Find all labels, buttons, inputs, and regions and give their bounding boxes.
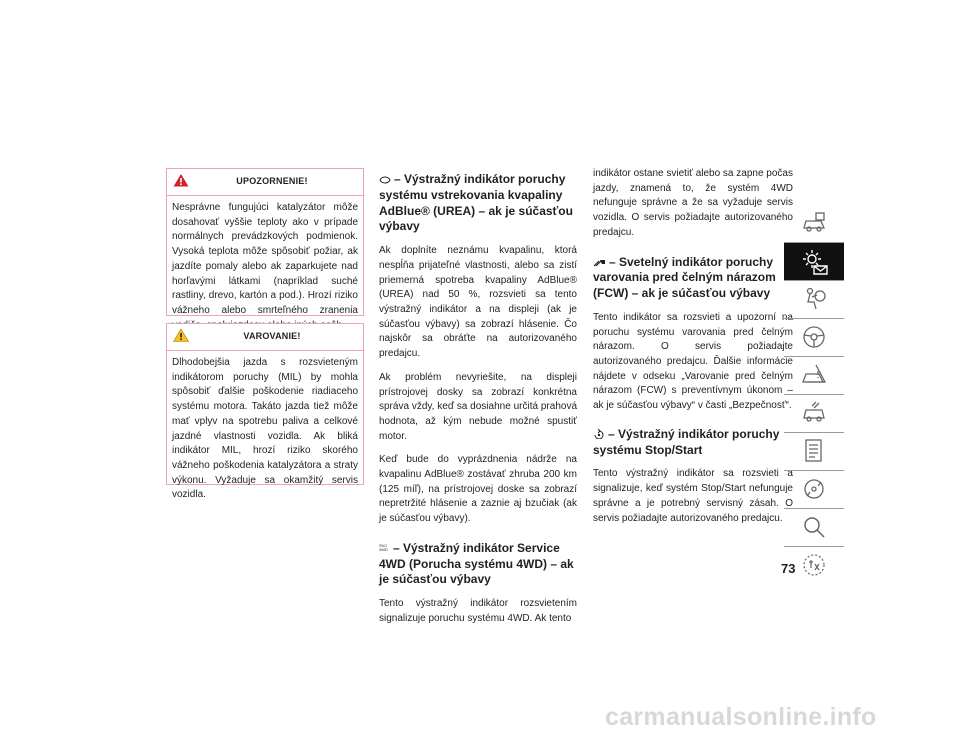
- car-info-icon: [801, 210, 827, 236]
- warning-box-title: VAROVANIE!: [243, 331, 301, 341]
- search-index-icon: [801, 514, 827, 540]
- tab-car-info[interactable]: [784, 205, 844, 243]
- tab-dashboard-warnings[interactable]: [784, 243, 844, 281]
- dashboard-warning-icon: [801, 248, 829, 276]
- emergency-car-icon: [801, 362, 827, 388]
- tab-driving[interactable]: [784, 319, 844, 357]
- caution-box-title: UPOZORNENIE!: [236, 176, 308, 186]
- urea-indicator-icon: [379, 176, 391, 184]
- svc-4wd-paragraph-1: Tento výstražný indikátor rozsvietením signalizuje poruchu systému 4WD. Ak tento: [379, 598, 577, 624]
- svc-4wd-indicator-icon: SVC 4WD: [379, 542, 388, 552]
- steering-wheel-icon: [801, 324, 827, 350]
- stop-start-heading: [593, 427, 793, 459]
- language-icon: [801, 552, 827, 578]
- tab-maintenance[interactable]: [784, 433, 844, 471]
- tab-safety[interactable]: [784, 281, 844, 319]
- urea-paragraph-3: Keď bude do vyprázdnenia nádrže na kvapalinu AdBlue® zostávať zhruba 200 km (125 míľ), na prístrojovej doske sa zobrazí nepretržité hlásenie a zaznie aj bzučiak (ak je súčasťou výbavy).: [379, 454, 577, 525]
- urea-heading-text: – Výstražný indikátor poruchy systému vstrekovania kvapaliny AdBlue® (UREA) – ak je súčasťou výbavy: [379, 172, 573, 234]
- urea-heading: [379, 172, 577, 235]
- maintenance-checklist-icon: [801, 438, 827, 464]
- fcw-heading: [593, 255, 793, 302]
- fcw-paragraph-1: Tento indikátor sa rozsvieti a upozorní na poruchu systému varovania pred čelným nárazom. O servis požiadajte autorizovaného predajcu. Ďalšie informácie nájdete v odseku „Varovanie pred čelným nárazom (FCW) s preventívnym úkonom – ak je súčasťou výbavy“ v časti „Bezpečnosť“.: [593, 311, 793, 412]
- caution-box-text: Nesprávne fungujúci katalyzátor môže dosahovať vyššie teploty ako v prípade normálnych prevádzkových podmienok. Vysoká teplota môže spôsobiť požiar, ak jazdíte pomaly alebo ak zaparkujete nad horľavými látkami (napríklad suché rastliny, drevo, kartón a pod.). Hrozí riziko vážneho alebo smrteľného zranenia: [172, 202, 358, 316]
- airbag-safety-icon: [801, 286, 827, 312]
- chapter-sidebar: [784, 205, 844, 584]
- svc-4wd-heading: [379, 541, 577, 588]
- caution-box: [166, 168, 364, 316]
- stop-start-paragraph-1: Tento výstražný indikátor sa rozsvieti a signalizuje, keď systém Stop/Start nefunguje správne a je potrebný servisný zásah. O servis požiadajte autorizovaného predajcu.: [593, 468, 793, 524]
- middle-column: [379, 172, 577, 636]
- warning-box: [166, 323, 364, 501]
- fcw-heading-text: – Svetelný indikátor poruchy varovania pred čelným nárazom (FCW) – ak je súčasťou výbavy: [593, 254, 776, 301]
- urea-paragraph-1: Ak doplníte neznámu kvapalinu, ktorá nespĺňa prijateľné vlastnosti, alebo sa zistí priemerná spotreba kvapaliny AdBlue® (UREA) nad 50 %, rozsvieti sa tento výstražný indikátor a na displeji (ak je súčasťou výbavy) sa zobrazí hlásenie. Čo najskôr sa obráťte na autorizovaného predajcu.: [379, 245, 577, 360]
- right-column: [593, 167, 793, 535]
- watermark: carmanualsonline.info: [605, 703, 877, 731]
- multimedia-icon: [801, 476, 827, 502]
- stop-start-indicator-icon: [593, 429, 605, 439]
- warning-box-text: Dlhodobejšia jazda s rozsvieteným indikátorom poruchy (MIL) by mohla spôsobiť ďalšie poškodenie riadiaceho systému motora. Takáto jazda tiež môže mať vplyv na spotrebu paliva a celkové jazdné vlastnosti vozidla. Ak bliká indikátor MIL, hrozí riziko skorého vážneho poškodenia katalyzátora a straty výkonu. Vyžaduje sa okamžitý servis vozidla.: [172, 357, 358, 501]
- page-number: 73: [781, 561, 796, 576]
- warning-box-header: [167, 324, 363, 351]
- tab-service[interactable]: [784, 395, 844, 433]
- fcw-indicator-icon: [593, 258, 606, 267]
- tab-index[interactable]: [784, 509, 844, 547]
- urea-paragraph-2: Ak problém nevyriešite, na displeji prístrojovej dosky sa zobrazí konkrétna správa vždy, keď sa dosiahne určitá prahová hodnota, až kým nebude možné spustiť motor.: [379, 371, 577, 442]
- stop-start-heading-text: – Výstražný indikátor poruchy systému Stop/Start: [593, 426, 780, 457]
- svc-4wd-continuation: indikátor ostane svietiť alebo sa zapne počas jazdy, znamená to, že systém 4WD nefunguje správne a že sa vyžaduje servis vozidla. O servis požiadajte autorizovaného predajcu.: [593, 168, 793, 238]
- tab-multimedia[interactable]: [784, 471, 844, 509]
- service-car-icon: [801, 400, 827, 426]
- svc-4wd-heading-text: – Výstražný indikátor Service 4WD (Porucha systému 4WD) – ak je súčasťou výbavy: [379, 540, 574, 587]
- tab-emergency[interactable]: [784, 357, 844, 395]
- caution-box-header: [167, 169, 363, 196]
